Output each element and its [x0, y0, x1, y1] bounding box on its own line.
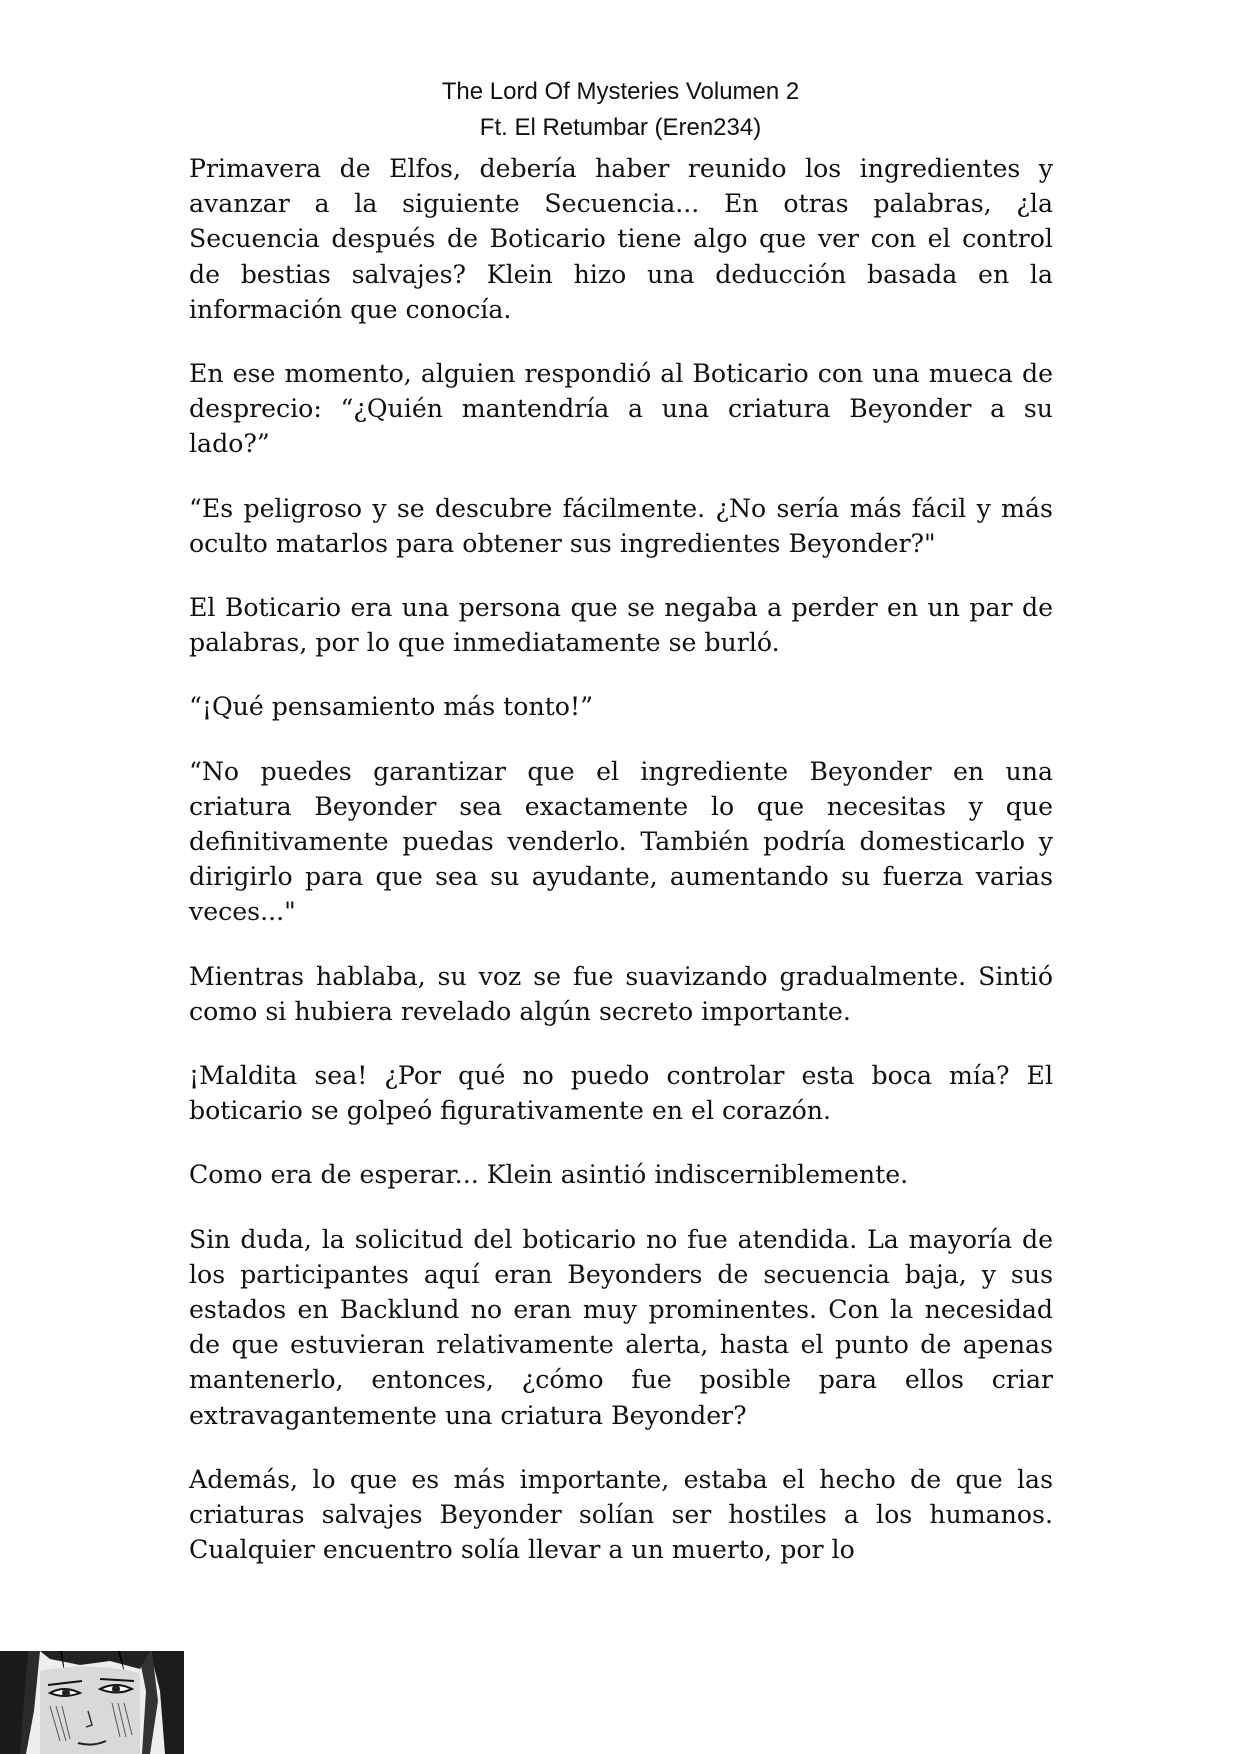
- paragraph: Primavera de Elfos, debería haber reunido los ingredientes y avanzar a la siguiente Secuencia... En otras palabras, ¿la Secuencia después de Boticario tiene algo que ver con el control de bestias salvajes? Klein hizo una deducción basada en la información que conocía.: [189, 154, 1053, 324]
- header-credit: Ft. El Retumbar (Eren234): [479, 114, 762, 141]
- paragraph: “No puedes garantizar que el ingrediente Beyonder en una criatura Beyonder sea exactamente lo que necesitas y que definitivamente puedas venderlo. También podría domesticarlo y dirigirlo para que sea su ayudante, aumentando su fuerza varias veces...": [189, 756, 1053, 927]
- paragraph: “¡Qué pensamiento más tonto!”: [189, 692, 593, 722]
- paragraph: Mientras hablaba, su voz se fue suavizando gradualmente. Sintió como si hubiera revelado algún secreto importante.: [189, 961, 1053, 1026]
- paragraph: “Es peligroso y se descubre fácilmente. ¿No sería más fácil y más oculto matarlos para obtener sus ingredientes Beyonder?": [189, 493, 1053, 558]
- paragraph: Sin duda, la solicitud del boticario no fue atendida. La mayoría de los participantes aquí eran Beyonders de secuencia baja, y sus estados en Backlund no eran muy prominentes. Con la necesidad de que estuvieran relativamente alerta, hasta el punto de apenas mantenerlo, entonces, ¿cómo fue posible para ellos criar extravagantemente una criatura Beyonder?: [189, 1224, 1053, 1430]
- paragraph: En ese momento, alguien respondió al Boticario con una mueca de desprecio: “¿Quién mantendría a una criatura Beyonder a su lado?”: [189, 359, 1053, 459]
- paragraph: ¡Maldita sea! ¿Por qué no puedo controlar esta boca mía? El boticario se golpeó figurativamente en el corazón.: [189, 1061, 1053, 1126]
- paragraph: El Boticario era una persona que se negaba a perder en un par de palabras, por lo que inmediatamente se burló.: [189, 593, 1053, 658]
- header-title: The Lord Of Mysteries Volumen 2: [441, 78, 800, 105]
- paragraph: Como era de esperar... Klein asintió indiscerniblemente.: [189, 1160, 909, 1190]
- page-header: [0, 74, 1241, 146]
- page-body: [189, 151, 1053, 1568]
- manga-face-illustration: [0, 1651, 184, 1754]
- paragraph: Además, lo que es más importante, estaba el hecho de que las criaturas salvajes Beyonder solían ser hostiles a los humanos. Cualquier encuentro solía llevar a un muerto, por lo: [189, 1464, 1053, 1565]
- corner-illustration: [0, 1651, 184, 1754]
